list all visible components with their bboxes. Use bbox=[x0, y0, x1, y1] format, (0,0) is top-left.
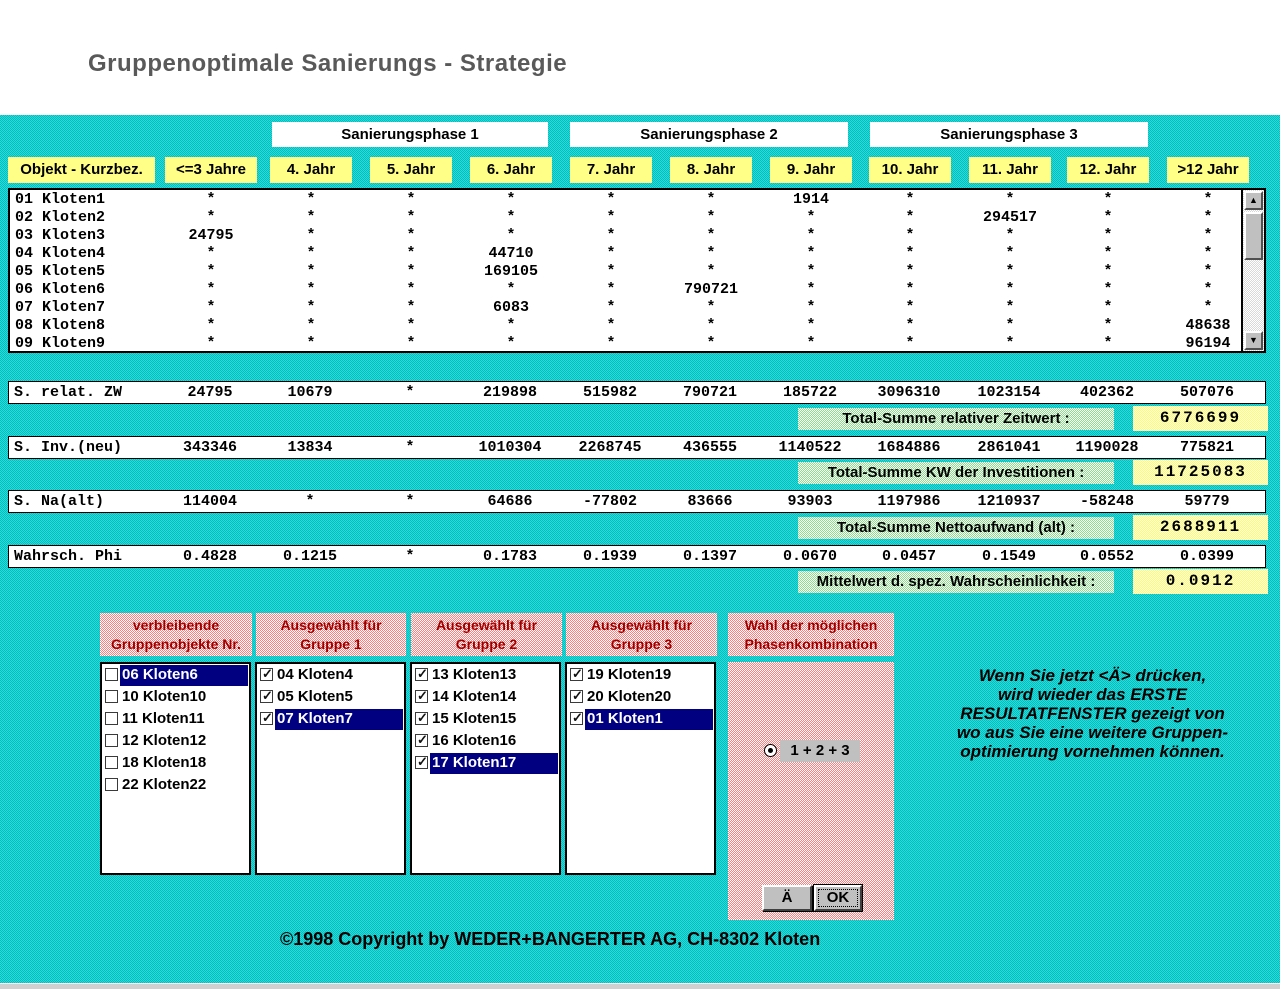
table-cell: 0.1549 bbox=[981, 548, 1037, 565]
list-item-label: 01 Kloten1 bbox=[585, 709, 713, 730]
list-item[interactable] bbox=[102, 687, 249, 708]
table-cell: * bbox=[1005, 263, 1015, 280]
table-cell: * bbox=[206, 299, 216, 316]
scroll-up-button[interactable] bbox=[1244, 191, 1263, 210]
object-rows bbox=[10, 191, 1240, 351]
column-header-4: 4. Jahr bbox=[270, 157, 352, 183]
object-label: 07 Kloten7 bbox=[15, 299, 106, 316]
table-cell: * bbox=[306, 281, 316, 298]
group-header-phase-combination bbox=[728, 613, 894, 656]
table-cell: * bbox=[305, 493, 315, 510]
table-cell: 0.0399 bbox=[1179, 548, 1235, 565]
checkbox-icon[interactable] bbox=[105, 778, 118, 791]
object-label: 09 Kloten9 bbox=[15, 335, 106, 351]
instruction-line: Wenn Sie jetzt <Ä> drücken, bbox=[978, 666, 1207, 685]
summary-row-wahrscheinlichkeit bbox=[8, 545, 1266, 568]
table-row[interactable] bbox=[10, 245, 1240, 263]
group-header-line2: Gruppe 2 bbox=[455, 636, 518, 652]
table-cell: 294517 bbox=[982, 209, 1038, 226]
table-cell: * bbox=[606, 263, 616, 280]
list-item[interactable] bbox=[412, 753, 559, 774]
table-cell: * bbox=[606, 209, 616, 226]
list-item-label: 07 Kloten7 bbox=[275, 709, 403, 730]
list-item[interactable] bbox=[567, 709, 714, 730]
table-cell: * bbox=[306, 263, 316, 280]
table-cell: * bbox=[1005, 317, 1015, 334]
list-item-label: 13 Kloten13 bbox=[432, 666, 517, 683]
scroll-down-icon: ▼ bbox=[1249, 335, 1258, 345]
scroll-down-button[interactable] bbox=[1244, 331, 1263, 350]
table-cell: 775821 bbox=[1179, 439, 1235, 456]
table-row[interactable] bbox=[10, 281, 1240, 299]
total-label-zeitwert: Total-Summe relativer Zeitwert : bbox=[798, 408, 1114, 430]
phase-header-2: Sanierungsphase 2 bbox=[570, 122, 848, 147]
list-item[interactable] bbox=[102, 709, 249, 730]
table-cell: 93903 bbox=[787, 493, 833, 510]
table-cell: 83666 bbox=[687, 493, 733, 510]
column-header-5: 5. Jahr bbox=[370, 157, 452, 183]
column-header-7: 7. Jahr bbox=[570, 157, 652, 183]
group-header-remaining bbox=[100, 613, 252, 656]
list-item-label: 20 Kloten20 bbox=[587, 688, 672, 705]
table-cell: 0.1783 bbox=[482, 548, 538, 565]
table-cell: 0.1215 bbox=[282, 548, 338, 565]
table-cell: * bbox=[1005, 227, 1015, 244]
table-cell: * bbox=[406, 227, 416, 244]
table-cell: * bbox=[706, 227, 716, 244]
table-cell: * bbox=[1005, 245, 1015, 262]
table-cell: 0.1939 bbox=[582, 548, 638, 565]
table-cell: * bbox=[506, 191, 516, 208]
list-item-label: 19 Kloten19 bbox=[587, 666, 672, 683]
column-header-6: 6. Jahr bbox=[470, 157, 552, 183]
group-header-line1: Ausgewählt für bbox=[435, 617, 538, 633]
table-cell: * bbox=[206, 191, 216, 208]
checkbox-icon[interactable] bbox=[415, 756, 428, 769]
checkbox-icon[interactable] bbox=[415, 734, 428, 747]
table-cell: 24795 bbox=[187, 384, 233, 401]
total-value-investitionen: 11725083 bbox=[1133, 460, 1268, 485]
table-cell: * bbox=[206, 263, 216, 280]
instruction-line: optimierung vornehmen können. bbox=[960, 742, 1225, 761]
list-item[interactable] bbox=[412, 687, 559, 708]
checkbox-icon[interactable] bbox=[570, 712, 583, 725]
table-cell: * bbox=[905, 335, 915, 351]
table-cell: * bbox=[405, 439, 415, 456]
list-item[interactable] bbox=[412, 665, 559, 686]
group-header-line1: Wahl der möglichen bbox=[744, 617, 878, 633]
table-cell: 790721 bbox=[682, 384, 738, 401]
table-cell: * bbox=[606, 245, 616, 262]
table-cell: * bbox=[1005, 335, 1015, 351]
phase-header-3: Sanierungsphase 3 bbox=[870, 122, 1148, 147]
table-cell: 6083 bbox=[492, 299, 530, 316]
list-item-label: 16 Kloten16 bbox=[432, 732, 517, 749]
total-label-investitionen: Total-Summe KW der Investitionen : bbox=[798, 462, 1114, 484]
table-cell: 24795 bbox=[188, 227, 234, 244]
total-value-nettoaufwand: 2688911 bbox=[1133, 515, 1268, 540]
table-row[interactable] bbox=[10, 209, 1240, 227]
table-cell: 507076 bbox=[1179, 384, 1235, 401]
list-item[interactable] bbox=[257, 709, 404, 730]
listbox-group-3[interactable] bbox=[565, 662, 716, 875]
object-label: 01 Kloten1 bbox=[15, 191, 106, 208]
table-cell: * bbox=[206, 281, 216, 298]
table-cell: * bbox=[1203, 281, 1213, 298]
table-row[interactable] bbox=[10, 335, 1240, 351]
checkbox-icon[interactable] bbox=[105, 668, 118, 681]
table-cell: * bbox=[806, 209, 816, 226]
instruction-text bbox=[930, 666, 1255, 761]
vertical-scrollbar[interactable] bbox=[1241, 190, 1264, 351]
table-cell: * bbox=[406, 317, 416, 334]
column-header-10: 10. Jahr bbox=[869, 157, 951, 183]
table-cell: * bbox=[405, 493, 415, 510]
table-cell: * bbox=[1103, 191, 1113, 208]
group-header-line2: Phasenkombination bbox=[744, 636, 878, 652]
column-header-gt12: >12 Jahr bbox=[1167, 157, 1249, 183]
checkbox-icon[interactable] bbox=[415, 690, 428, 703]
table-cell: * bbox=[306, 299, 316, 316]
table-cell: * bbox=[706, 317, 716, 334]
table-cell: 48638 bbox=[1185, 317, 1231, 334]
list-item[interactable] bbox=[257, 665, 404, 686]
checkbox-icon[interactable] bbox=[260, 668, 273, 681]
object-label: 08 Kloten8 bbox=[15, 317, 106, 334]
list-item-label: 11 Kloten11 bbox=[122, 710, 205, 727]
table-cell: 1023154 bbox=[977, 384, 1041, 401]
table-cell: * bbox=[905, 191, 915, 208]
table-cell: * bbox=[706, 299, 716, 316]
checkbox-icon[interactable] bbox=[260, 690, 273, 703]
table-cell: * bbox=[905, 263, 915, 280]
bottom-window-edge bbox=[0, 984, 1280, 989]
group-header-line1: Ausgewählt für bbox=[280, 617, 382, 633]
radio-phase-combination-label[interactable]: 1 + 2 + 3 bbox=[780, 740, 860, 762]
list-item-label: 14 Kloten14 bbox=[432, 688, 517, 705]
list-item[interactable] bbox=[257, 687, 404, 708]
table-cell: 59779 bbox=[1184, 493, 1230, 510]
group-header-line2: Gruppe 1 bbox=[300, 636, 362, 652]
list-item[interactable] bbox=[567, 687, 714, 708]
list-item-label: 12 Kloten12 bbox=[122, 732, 207, 749]
scrollbar-thumb[interactable] bbox=[1244, 212, 1263, 260]
list-item-label: 04 Kloten4 bbox=[277, 666, 353, 683]
table-cell: 3096310 bbox=[877, 384, 941, 401]
table-cell: * bbox=[1103, 299, 1113, 316]
table-cell: * bbox=[506, 281, 516, 298]
checkbox-icon[interactable] bbox=[570, 668, 583, 681]
summary-row-zeitwert bbox=[8, 381, 1266, 404]
table-cell: * bbox=[706, 335, 716, 351]
list-item[interactable] bbox=[102, 665, 249, 686]
summary-label: S. Na(alt) bbox=[14, 493, 105, 510]
summary-row-investitionen bbox=[8, 436, 1266, 459]
table-cell: -58248 bbox=[1079, 493, 1135, 510]
table-cell: * bbox=[306, 317, 316, 334]
listbox-remaining-objects[interactable] bbox=[100, 662, 251, 875]
table-cell: 2861041 bbox=[977, 439, 1041, 456]
table-cell: 0.1397 bbox=[682, 548, 738, 565]
table-cell: * bbox=[406, 245, 416, 262]
table-cell: * bbox=[406, 209, 416, 226]
table-cell: * bbox=[406, 299, 416, 316]
column-header-object: Objekt - Kurzbez. bbox=[8, 157, 155, 183]
group-header-line2: Gruppenobjekte Nr. bbox=[111, 636, 241, 652]
table-cell: * bbox=[206, 317, 216, 334]
table-cell: 13834 bbox=[287, 439, 333, 456]
table-cell: 0.0670 bbox=[782, 548, 838, 565]
radio-phase-combination-icon[interactable] bbox=[764, 744, 777, 757]
table-cell: * bbox=[506, 335, 516, 351]
table-cell: 1010304 bbox=[478, 439, 542, 456]
table-cell: * bbox=[706, 191, 716, 208]
listbox-group-1[interactable] bbox=[255, 662, 406, 875]
copyright-text: ©1998 Copyright by WEDER+BANGERTER AG, CH-8302 Kloten bbox=[280, 929, 821, 949]
table-cell: 0.0552 bbox=[1079, 548, 1135, 565]
column-header-11: 11. Jahr bbox=[969, 157, 1051, 183]
table-row[interactable] bbox=[10, 227, 1240, 245]
summary-row-nettoaufwand bbox=[8, 490, 1266, 513]
table-cell: * bbox=[506, 227, 516, 244]
instruction-line: wird wieder das ERSTE bbox=[998, 685, 1187, 704]
table-cell: * bbox=[1103, 227, 1113, 244]
total-label-nettoaufwand: Total-Summe Nettoaufwand (alt) : bbox=[798, 517, 1114, 539]
table-cell: 10679 bbox=[287, 384, 333, 401]
table-cell: 1140522 bbox=[778, 439, 842, 456]
list-item[interactable] bbox=[412, 731, 559, 752]
list-item-label: 17 Kloten17 bbox=[430, 753, 558, 774]
table-cell: -77802 bbox=[582, 493, 638, 510]
table-row[interactable] bbox=[10, 299, 1240, 317]
table-cell: * bbox=[806, 263, 816, 280]
table-cell: * bbox=[1203, 191, 1213, 208]
table-cell: * bbox=[406, 191, 416, 208]
summary-label: Wahrsch. Phi bbox=[14, 548, 123, 565]
table-cell: * bbox=[306, 227, 316, 244]
checkbox-icon[interactable] bbox=[570, 690, 583, 703]
table-cell: * bbox=[406, 335, 416, 351]
total-value-wahrscheinlichkeit: 0.0912 bbox=[1133, 569, 1268, 594]
checkbox-icon[interactable] bbox=[260, 712, 273, 725]
checkbox-icon[interactable] bbox=[105, 690, 118, 703]
table-cell: 114004 bbox=[182, 493, 238, 510]
table-cell: * bbox=[406, 281, 416, 298]
page-title: Gruppenoptimale Sanierungs - Strategie bbox=[88, 50, 568, 77]
column-header-12: 12. Jahr bbox=[1067, 157, 1149, 183]
table-cell: * bbox=[506, 317, 516, 334]
table-cell: 402362 bbox=[1079, 384, 1135, 401]
table-cell: * bbox=[606, 281, 616, 298]
table-cell: 185722 bbox=[782, 384, 838, 401]
column-header-9: 9. Jahr bbox=[770, 157, 852, 183]
phase-combination-panel bbox=[728, 662, 894, 920]
table-cell: * bbox=[606, 191, 616, 208]
table-cell: * bbox=[1203, 245, 1213, 262]
list-item[interactable] bbox=[102, 775, 249, 796]
checkbox-icon[interactable] bbox=[105, 734, 118, 747]
table-cell: * bbox=[1103, 245, 1113, 262]
table-cell: * bbox=[506, 209, 516, 226]
table-cell: * bbox=[1103, 263, 1113, 280]
table-cell: * bbox=[905, 317, 915, 334]
column-header-8: 8. Jahr bbox=[670, 157, 752, 183]
table-cell: * bbox=[606, 299, 616, 316]
list-item[interactable] bbox=[102, 731, 249, 752]
table-cell: 44710 bbox=[488, 245, 534, 262]
table-cell: * bbox=[1103, 335, 1113, 351]
phase-header-1: Sanierungsphase 1 bbox=[272, 122, 548, 147]
table-cell: * bbox=[306, 245, 316, 262]
object-label: 05 Kloten5 bbox=[15, 263, 106, 280]
checkbox-icon[interactable] bbox=[105, 712, 118, 725]
table-cell: 1684886 bbox=[877, 439, 941, 456]
total-value-zeitwert: 6776699 bbox=[1133, 406, 1268, 431]
table-cell: 1914 bbox=[792, 191, 830, 208]
summary-label: S. Inv.(neu) bbox=[14, 439, 123, 456]
table-row[interactable] bbox=[10, 317, 1240, 335]
group-header-3 bbox=[566, 613, 717, 656]
table-cell: * bbox=[905, 209, 915, 226]
list-item-label: 06 Kloten6 bbox=[120, 665, 248, 686]
object-label: 04 Kloten4 bbox=[15, 245, 106, 262]
scroll-up-icon: ▲ bbox=[1249, 195, 1258, 205]
table-row[interactable] bbox=[10, 191, 1240, 209]
table-cell: * bbox=[306, 209, 316, 226]
table-cell: 169105 bbox=[483, 263, 539, 280]
table-cell: 0.4828 bbox=[182, 548, 238, 565]
group-header-line2: Gruppe 3 bbox=[610, 636, 673, 652]
table-cell: * bbox=[1203, 299, 1213, 316]
table-cell: * bbox=[706, 263, 716, 280]
table-cell: 64686 bbox=[487, 493, 533, 510]
table-cell: * bbox=[606, 227, 616, 244]
table-cell: * bbox=[606, 335, 616, 351]
checkbox-icon[interactable] bbox=[415, 668, 428, 681]
table-cell: 343346 bbox=[182, 439, 238, 456]
list-item[interactable] bbox=[412, 709, 559, 730]
table-cell: * bbox=[206, 245, 216, 262]
table-cell: 96194 bbox=[1185, 335, 1231, 351]
table-cell: * bbox=[306, 335, 316, 351]
table-cell: 436555 bbox=[682, 439, 738, 456]
list-item[interactable] bbox=[567, 665, 714, 686]
table-cell: 1210937 bbox=[977, 493, 1041, 510]
list-item-label: 05 Kloten5 bbox=[277, 688, 353, 705]
table-cell: * bbox=[706, 245, 716, 262]
table-cell: * bbox=[806, 317, 816, 334]
listbox-group-2[interactable] bbox=[410, 662, 561, 875]
table-cell: * bbox=[405, 384, 415, 401]
table-cell: * bbox=[406, 263, 416, 280]
table-cell: 0.0457 bbox=[881, 548, 937, 565]
table-cell: * bbox=[206, 335, 216, 351]
group-header-line1: verbleibende bbox=[132, 617, 220, 633]
table-cell: 790721 bbox=[683, 281, 739, 298]
table-cell: 2268745 bbox=[578, 439, 642, 456]
table-cell: * bbox=[806, 227, 816, 244]
table-cell: * bbox=[806, 245, 816, 262]
table-cell: 1190028 bbox=[1075, 439, 1139, 456]
table-cell: * bbox=[1103, 209, 1113, 226]
table-row[interactable] bbox=[10, 263, 1240, 281]
table-cell: 515982 bbox=[582, 384, 638, 401]
table-cell: * bbox=[905, 281, 915, 298]
group-header-2 bbox=[411, 613, 562, 656]
object-results-listbox[interactable] bbox=[8, 188, 1266, 353]
table-cell: * bbox=[806, 335, 816, 351]
ae-button[interactable]: Ä bbox=[762, 885, 812, 911]
table-cell: * bbox=[1103, 281, 1113, 298]
list-item[interactable] bbox=[102, 753, 249, 774]
object-label: 03 Kloten3 bbox=[15, 227, 106, 244]
summary-label: S. relat. ZW bbox=[14, 384, 123, 401]
table-cell: * bbox=[806, 299, 816, 316]
table-cell: * bbox=[306, 191, 316, 208]
column-header-le3: <=3 Jahre bbox=[165, 157, 257, 183]
checkbox-icon[interactable] bbox=[105, 756, 118, 769]
list-item-label: 18 Kloten18 bbox=[122, 754, 207, 771]
table-cell: * bbox=[806, 281, 816, 298]
table-cell: * bbox=[1103, 317, 1113, 334]
table-cell: * bbox=[606, 317, 616, 334]
list-item-label: 10 Kloten10 bbox=[122, 688, 207, 705]
checkbox-icon[interactable] bbox=[415, 712, 428, 725]
table-cell: * bbox=[405, 548, 415, 565]
table-cell: 219898 bbox=[482, 384, 538, 401]
group-header-1 bbox=[256, 613, 406, 656]
instruction-line: RESULTATFENSTER gezeigt von bbox=[960, 704, 1225, 723]
table-cell: * bbox=[206, 209, 216, 226]
table-cell: * bbox=[905, 245, 915, 262]
table-cell: * bbox=[1005, 281, 1015, 298]
group-header-line1: Ausgewählt für bbox=[590, 617, 693, 633]
list-item-label: 15 Kloten15 bbox=[432, 710, 517, 727]
instruction-line: wo aus Sie eine weitere Gruppen- bbox=[956, 723, 1229, 742]
table-cell: * bbox=[1203, 263, 1213, 280]
table-cell: * bbox=[905, 227, 915, 244]
table-cell: 1197986 bbox=[877, 493, 941, 510]
table-cell: * bbox=[1005, 299, 1015, 316]
list-item-label: 22 Kloten22 bbox=[122, 776, 207, 793]
ok-button[interactable]: OK bbox=[814, 885, 862, 911]
table-cell: * bbox=[1005, 191, 1015, 208]
table-cell: * bbox=[706, 209, 716, 226]
table-cell: * bbox=[905, 299, 915, 316]
table-cell: * bbox=[1203, 209, 1213, 226]
total-label-wahrscheinlichkeit: Mittelwert d. spez. Wahrscheinlichkeit : bbox=[798, 571, 1114, 593]
object-label: 06 Kloten6 bbox=[15, 281, 106, 298]
table-cell: * bbox=[1203, 227, 1213, 244]
object-label: 02 Kloten2 bbox=[15, 209, 106, 226]
